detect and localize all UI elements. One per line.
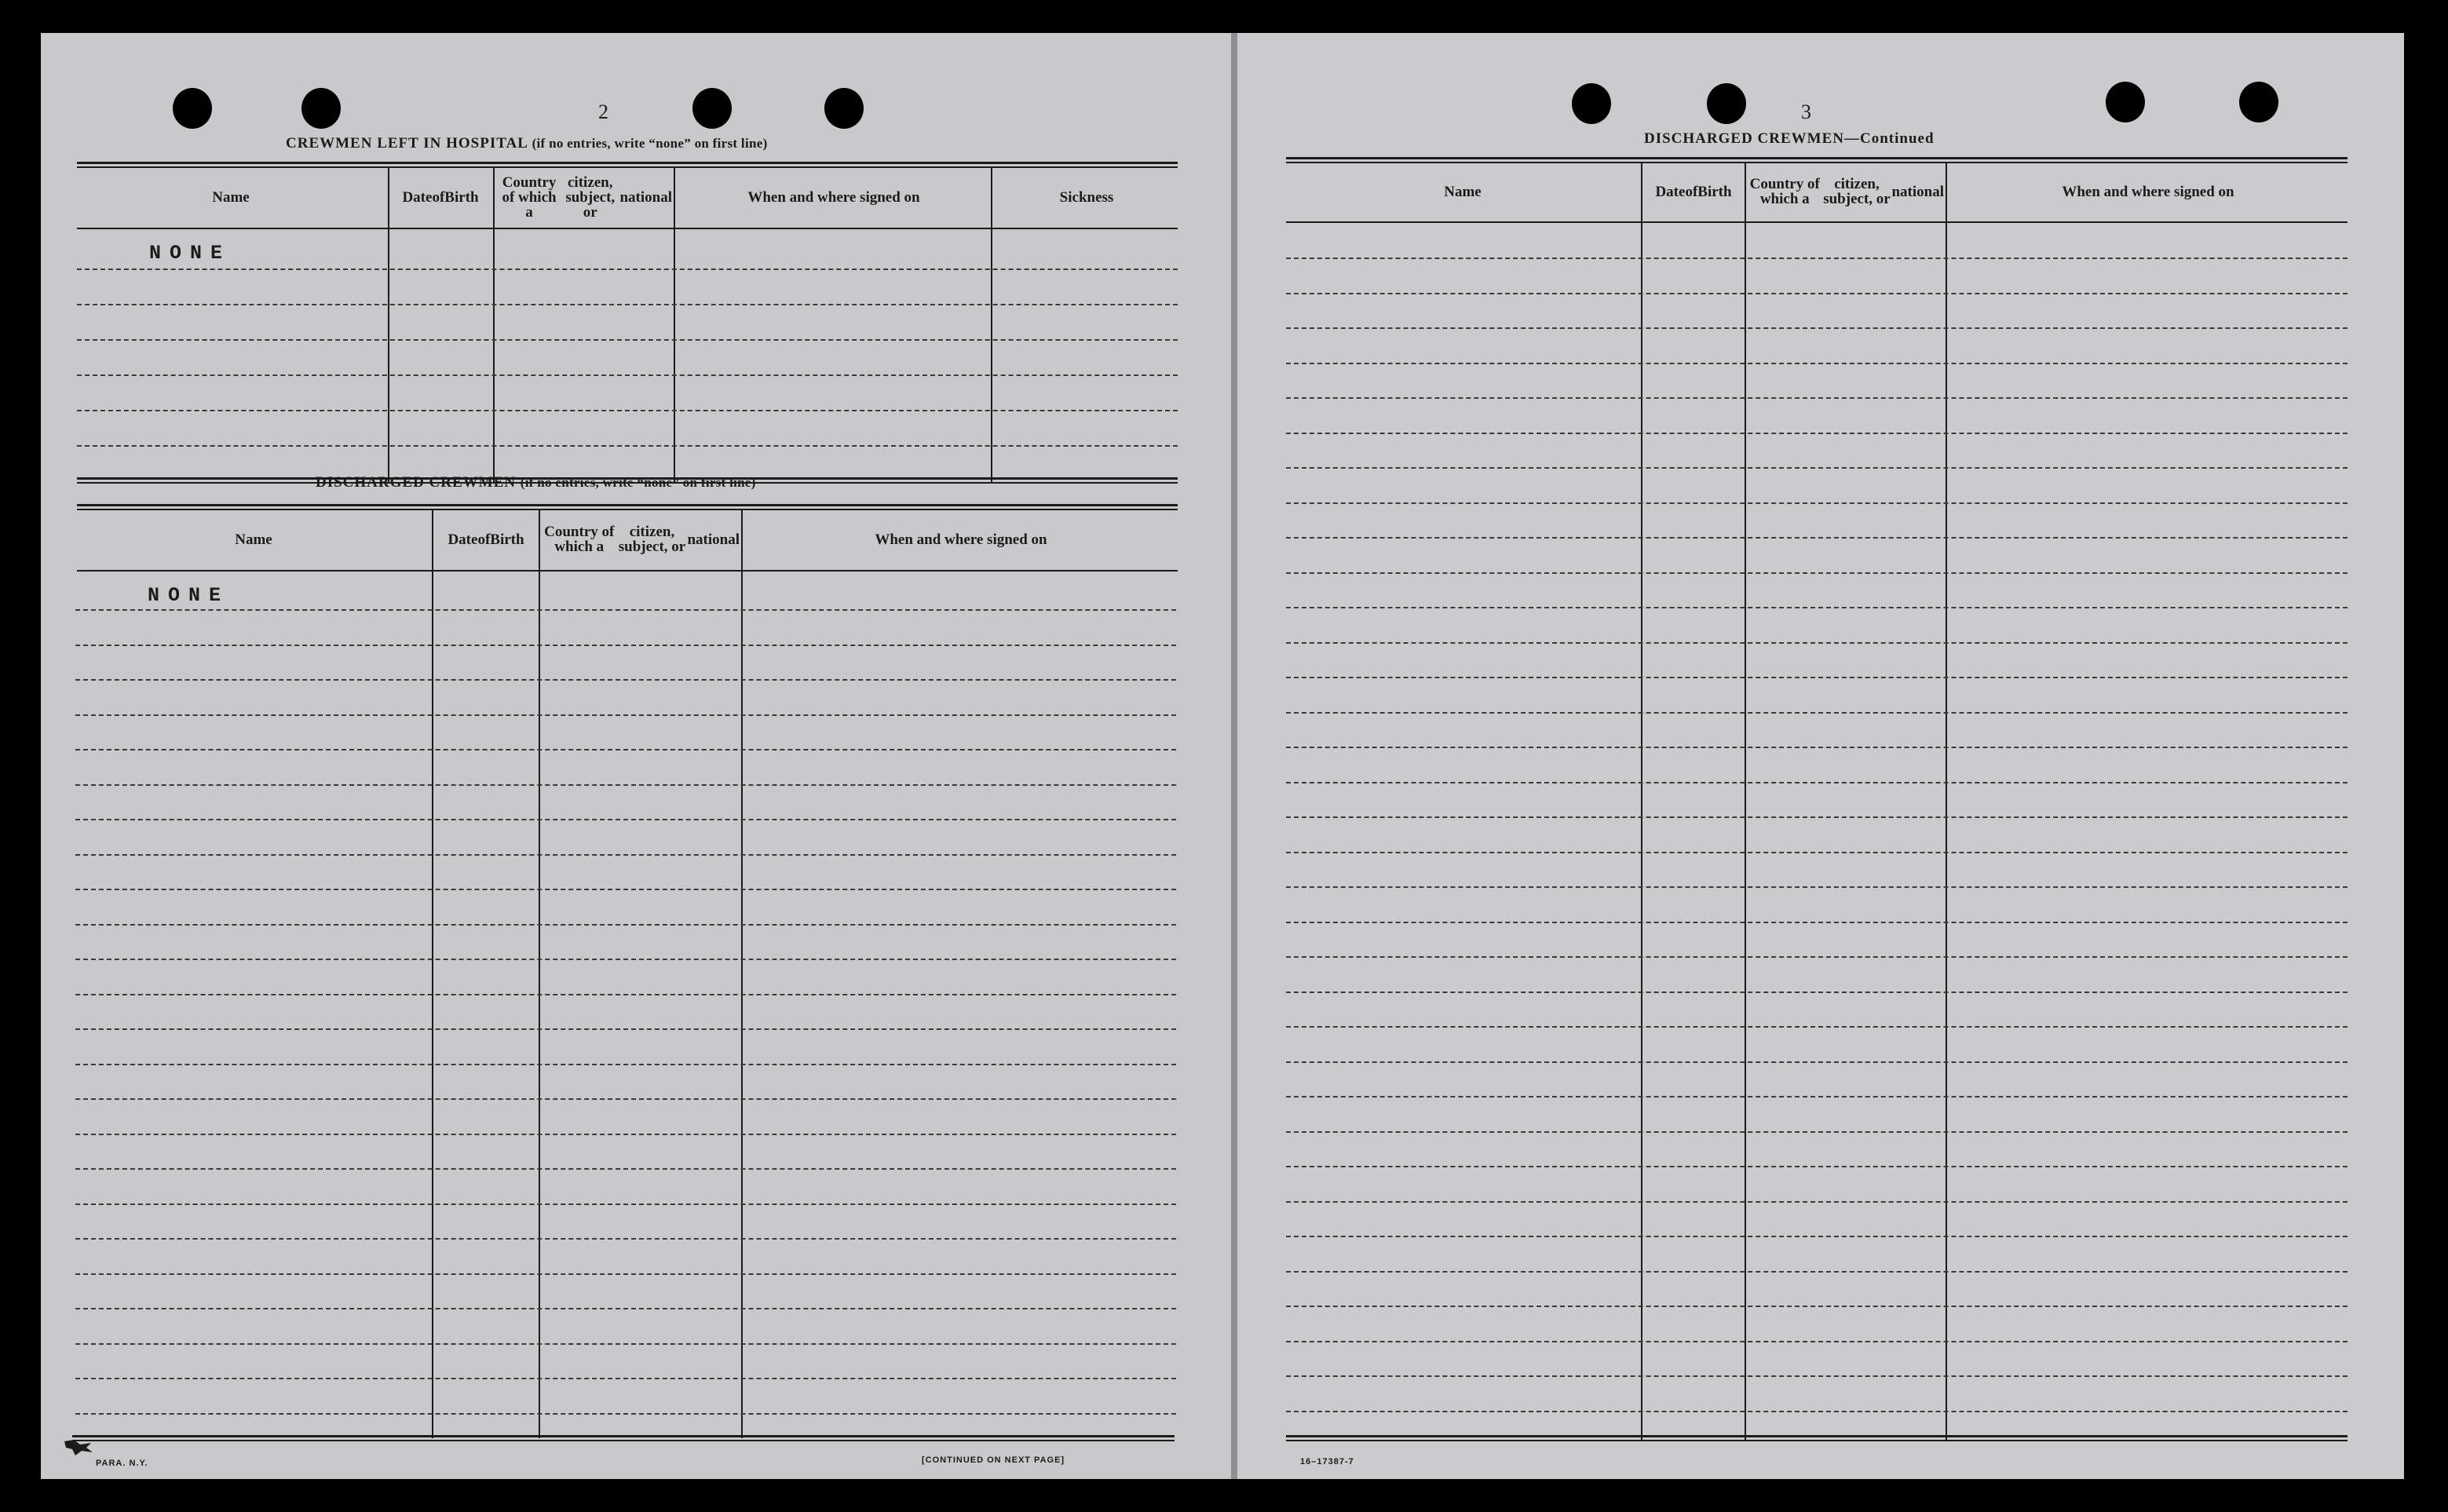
header-line: citizen, subject, or — [1823, 176, 1891, 207]
entry-line — [75, 994, 1176, 995]
continued-bottom-rule — [1286, 1435, 2348, 1441]
entry-line — [1286, 1096, 2348, 1097]
entry-line — [1286, 1411, 2348, 1412]
hospital-col-name: Name — [212, 188, 250, 206]
entry-line — [1286, 922, 2348, 923]
entry-line — [1286, 1166, 2348, 1167]
entry-line — [75, 1378, 1176, 1379]
punch-hole — [1707, 83, 1746, 124]
header-line: of — [432, 188, 445, 206]
entry-line — [75, 784, 1176, 786]
entry-line — [75, 819, 1176, 820]
punch-hole — [824, 88, 864, 129]
hospital-instruction: (if no entries, write “none” on first line) — [532, 136, 768, 151]
header-line: national — [1891, 183, 1944, 200]
entry-line — [1286, 1026, 2348, 1028]
right-page — [1237, 33, 2404, 1479]
entry-line — [75, 1238, 1176, 1240]
entry-line — [75, 854, 1176, 856]
entry-line — [75, 609, 1176, 611]
hospital-col-divider — [493, 166, 495, 484]
header-line: Country of which a — [1749, 176, 1820, 207]
continued-header-rule — [1286, 221, 2348, 223]
entry-line — [1286, 886, 2348, 888]
entry-line — [75, 679, 1176, 681]
entry-line — [77, 339, 1178, 341]
entry-line — [75, 1064, 1176, 1065]
entry-line — [1286, 1236, 2348, 1237]
entry-line — [75, 749, 1176, 751]
entry-line — [1286, 397, 2348, 399]
header-line: of — [1685, 183, 1698, 200]
entry-line — [1286, 293, 2348, 294]
entry-line — [1286, 607, 2348, 608]
discharged-col-dob — [435, 510, 537, 568]
hospital-section-title — [286, 135, 768, 152]
hospital-title-text: CREWMEN LEFT IN HOSPITAL — [286, 135, 528, 152]
printer-mark: PARA. N.Y. — [96, 1459, 148, 1468]
continued-section-title: DISCHARGED CREWMEN—Continued — [1644, 130, 1935, 147]
header-line: Country of which a — [544, 524, 615, 555]
entry-line — [1286, 1306, 2348, 1307]
punch-hole — [2239, 82, 2278, 122]
entry-line — [75, 1343, 1176, 1345]
hospital-first-entry: NONE — [149, 242, 232, 265]
continued-col-divider — [1946, 162, 1947, 1440]
page-gutter — [1231, 33, 1237, 1479]
discharged-col-divider — [432, 509, 433, 1438]
entry-line — [1286, 1061, 2348, 1063]
discharged-first-entry: NONE — [148, 584, 230, 607]
entry-line — [75, 959, 1176, 960]
entry-line — [1286, 1271, 2348, 1273]
hospital-header-rule — [77, 228, 1178, 229]
entry-line — [77, 374, 1178, 376]
entry-line — [1286, 1131, 2348, 1133]
page-number: 3 — [1801, 100, 1811, 123]
header-line: Country of which a — [502, 173, 557, 221]
entry-line — [1286, 327, 2348, 329]
entry-line — [1286, 257, 2348, 259]
entry-line — [1286, 433, 2348, 434]
header-line: Birth — [490, 531, 524, 548]
hospital-col-divider — [674, 166, 675, 484]
entry-line — [1286, 712, 2348, 714]
hospital-col-divider — [388, 166, 389, 484]
entry-line — [1286, 1375, 2348, 1377]
discharged-col-signed-on: When and where signed on — [875, 531, 1047, 548]
header-line: Birth — [444, 188, 479, 206]
discharged-title-row — [316, 474, 756, 491]
entry-line — [75, 1098, 1176, 1100]
entry-line — [77, 410, 1178, 411]
header-line: national — [687, 531, 740, 548]
header-line: national — [619, 188, 672, 206]
entry-line — [1286, 537, 2348, 539]
hospital-col-dob — [389, 168, 491, 226]
discharged-header-rule — [77, 570, 1178, 572]
punch-hole — [692, 88, 732, 129]
continued-col-country — [1748, 163, 1944, 220]
entry-line — [77, 268, 1178, 270]
continued-col-divider — [1641, 162, 1642, 1440]
entry-line — [1286, 1201, 2348, 1203]
header-line: Birth — [1697, 183, 1732, 200]
continued-note: [CONTINUED ON NEXT PAGE] — [922, 1455, 1065, 1465]
entry-line — [77, 445, 1178, 447]
entry-line — [77, 304, 1178, 305]
continued-col-dob — [1644, 163, 1743, 220]
hospital-top-rule — [77, 162, 1178, 168]
discharged-col-divider — [539, 509, 540, 1438]
entry-line — [1286, 747, 2348, 748]
entry-line — [1286, 852, 2348, 853]
entry-line — [75, 924, 1176, 926]
entry-line — [75, 1168, 1176, 1170]
left-page — [41, 33, 1231, 1479]
entry-line — [1286, 782, 2348, 783]
discharged-instruction: (if no entries, write “none” on first line) — [520, 475, 756, 490]
entry-line — [1286, 677, 2348, 678]
entry-line — [75, 645, 1176, 646]
discharged-top-rule — [77, 504, 1178, 510]
entry-line — [1286, 502, 2348, 504]
entry-line — [75, 1308, 1176, 1309]
continued-col-signed-on: When and where signed on — [2062, 183, 2234, 200]
discharged-title-text: DISCHARGED CREWMEN — [316, 474, 516, 491]
entry-line — [1286, 467, 2348, 469]
punch-hole — [1572, 83, 1611, 124]
hospital-col-signed-on: When and where signed on — [747, 188, 920, 206]
entry-line — [75, 714, 1176, 716]
entry-line — [1286, 1341, 2348, 1342]
entry-line — [1286, 642, 2348, 644]
entry-line — [75, 1273, 1176, 1275]
discharged-col-country — [542, 510, 740, 568]
hospital-col-sickness: Sickness — [1059, 188, 1114, 206]
continued-top-rule — [1286, 157, 2348, 163]
entry-line — [1286, 992, 2348, 993]
continued-col-name: Name — [1444, 183, 1482, 200]
page-number: 2 — [598, 100, 608, 123]
ink-blot-icon — [63, 1438, 94, 1455]
header-line: citizen, subject, or — [565, 173, 616, 221]
entry-line — [75, 1134, 1176, 1135]
discharged-col-name: Name — [235, 531, 272, 548]
entry-line — [1286, 363, 2348, 364]
entry-line — [1286, 956, 2348, 958]
header-line: of — [477, 531, 491, 548]
hospital-col-country — [498, 168, 672, 226]
entry-line — [75, 889, 1176, 890]
header-line: citizen, subject, or — [618, 524, 686, 555]
punch-hole — [173, 88, 212, 129]
entry-line — [1286, 816, 2348, 818]
header-line: Date — [402, 188, 433, 206]
entry-line — [75, 1203, 1176, 1205]
entry-line — [75, 1028, 1176, 1030]
header-line: Date — [448, 531, 478, 548]
form-number: 16–17387-7 — [1300, 1457, 1354, 1466]
entry-line — [75, 1413, 1176, 1415]
discharged-col-divider — [741, 509, 743, 1438]
hospital-col-divider — [991, 166, 992, 484]
continued-col-divider — [1745, 162, 1746, 1440]
header-line: Date — [1655, 183, 1686, 200]
punch-hole — [301, 88, 341, 129]
punch-hole — [2106, 82, 2145, 122]
entry-line — [1286, 572, 2348, 574]
discharged-bottom-rule — [72, 1435, 1175, 1441]
